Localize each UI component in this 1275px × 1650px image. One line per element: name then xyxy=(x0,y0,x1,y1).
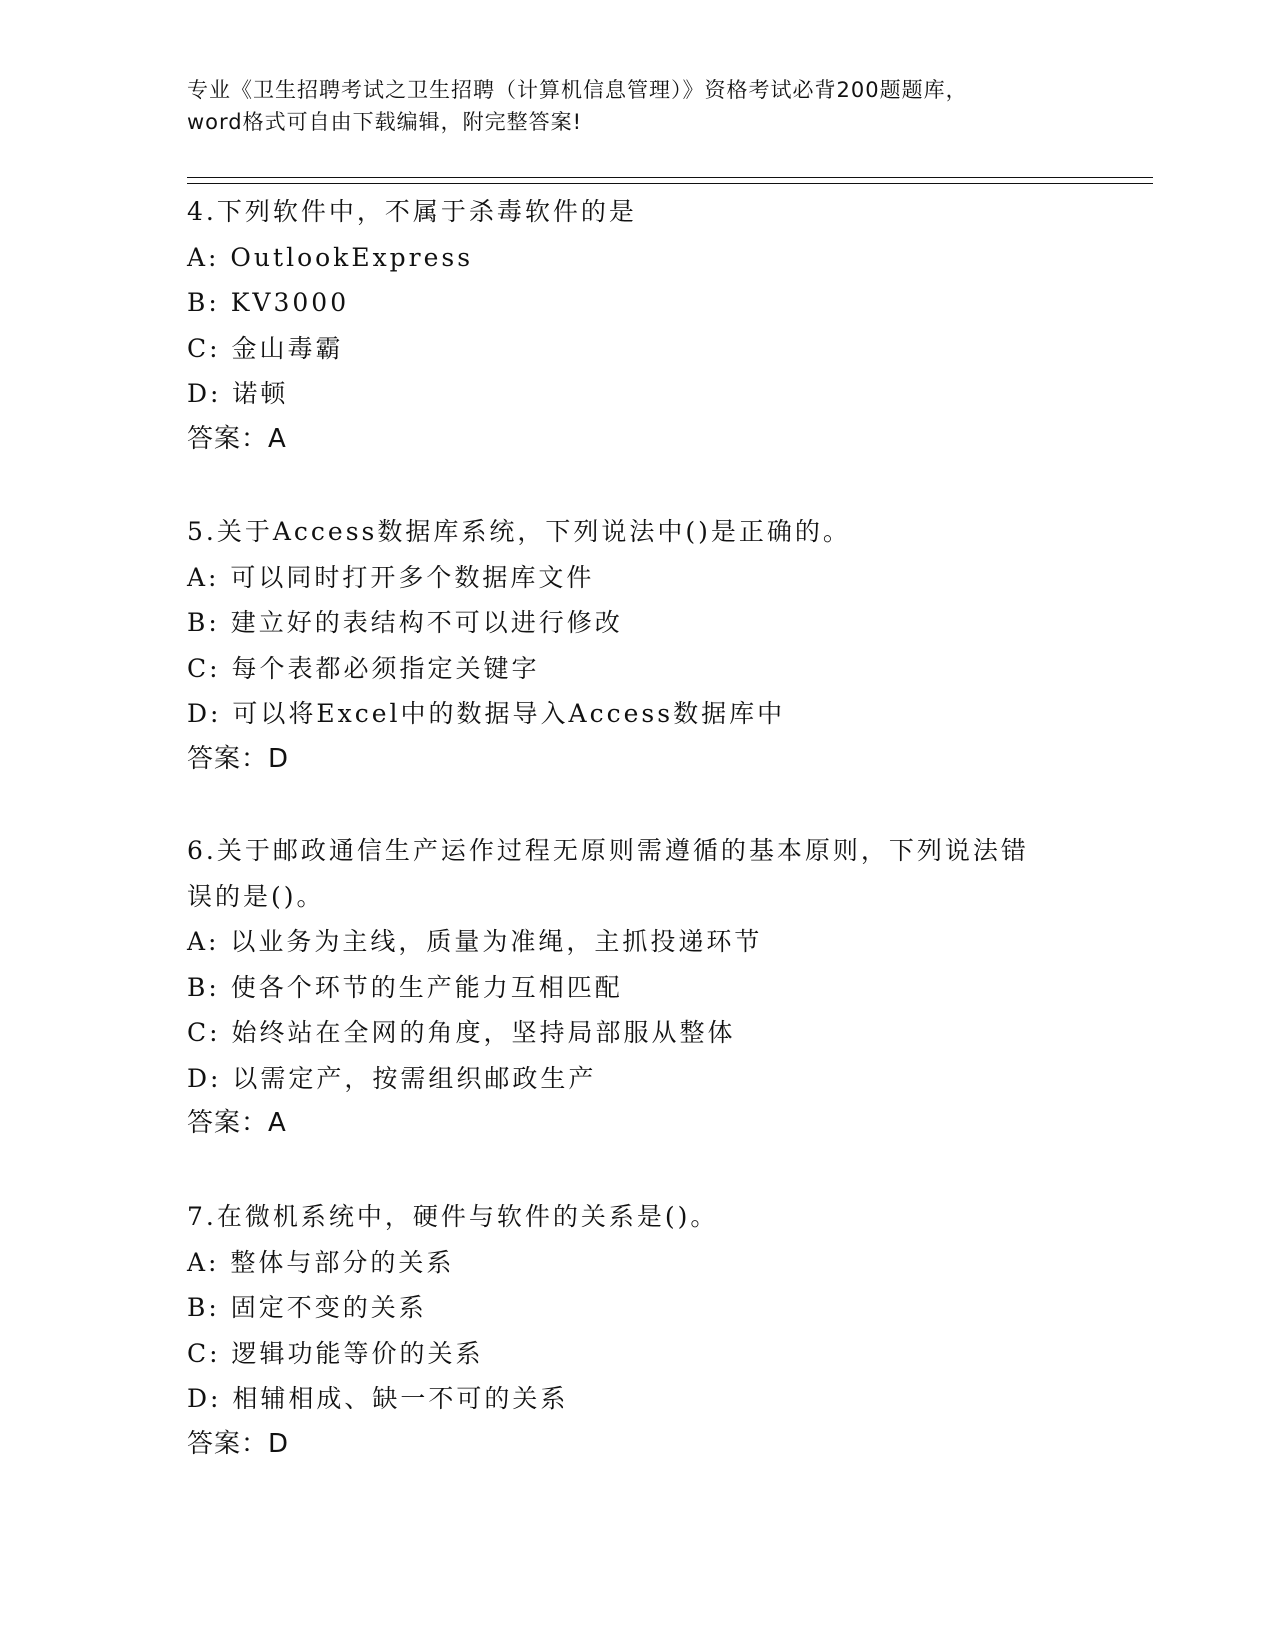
option-c: C: 始终站在全网的角度，坚持局部服从整体 xyxy=(187,1018,736,1047)
option-d: D: 可以将Excel中的数据导入Access数据库中 xyxy=(187,699,786,728)
option-d: D: 相辅相成、缺一不可的关系 xyxy=(187,1384,569,1413)
option-b: B: KV3000 xyxy=(187,288,350,317)
option-b: B: 使各个环节的生产能力互相匹配 xyxy=(187,972,623,1002)
header-line-1: 专业《卫生招聘考试之卫生招聘（计算机信息管理）》资格考试必背200题题库， xyxy=(187,78,968,102)
question-block xyxy=(187,828,1087,1147)
option-d: D: 诺顿 xyxy=(187,379,289,408)
option-a: A: 可以同时打开多个数据库文件 xyxy=(187,562,595,592)
option-a: A: 整体与部分的关系 xyxy=(187,1247,455,1277)
header-line-2: word格式可自由下载编辑，附完整答案! xyxy=(187,110,583,134)
document-header xyxy=(187,74,1077,138)
option-d: D: 以需定产，按需组织邮政生产 xyxy=(187,1063,597,1093)
option-c: C: 逻辑功能等价的关系 xyxy=(187,1338,484,1368)
option-b: B: 固定不变的关系 xyxy=(187,1293,427,1322)
answer-label: 答案：D xyxy=(187,1428,290,1459)
question-stem-line-1: 6.关于邮政通信生产运作过程无原则需遵循的基本原则，下列说法错 xyxy=(187,836,1029,865)
question-block xyxy=(187,1194,1087,1467)
question-block xyxy=(187,509,1087,782)
option-c: C: 每个表都必须指定关键字 xyxy=(187,653,540,683)
option-a: A: OutlookExpress xyxy=(187,242,474,272)
answer-label: 答案：D xyxy=(187,743,290,774)
answer-label: 答案：A xyxy=(187,423,287,454)
question-stem: 5.关于Access数据库系统，下列说法中()是正确的。 xyxy=(187,517,851,546)
question-stem: 4.下列软件中，不属于杀毒软件的是 xyxy=(187,197,637,226)
header-divider-top xyxy=(187,177,1153,178)
option-a: A: 以业务为主线，质量为准绳，主抓投递环节 xyxy=(187,927,763,956)
question-stem: 7.在微机系统中，硬件与软件的关系是()。 xyxy=(187,1202,719,1231)
header-divider-bottom xyxy=(187,183,1153,184)
option-b: B: 建立好的表结构不可以进行修改 xyxy=(187,608,623,637)
answer-label: 答案：A xyxy=(187,1108,287,1138)
question-block xyxy=(187,189,1087,462)
question-stem-line-2: 误的是()。 xyxy=(187,881,325,911)
option-c: C: 金山毒霸 xyxy=(187,333,344,363)
